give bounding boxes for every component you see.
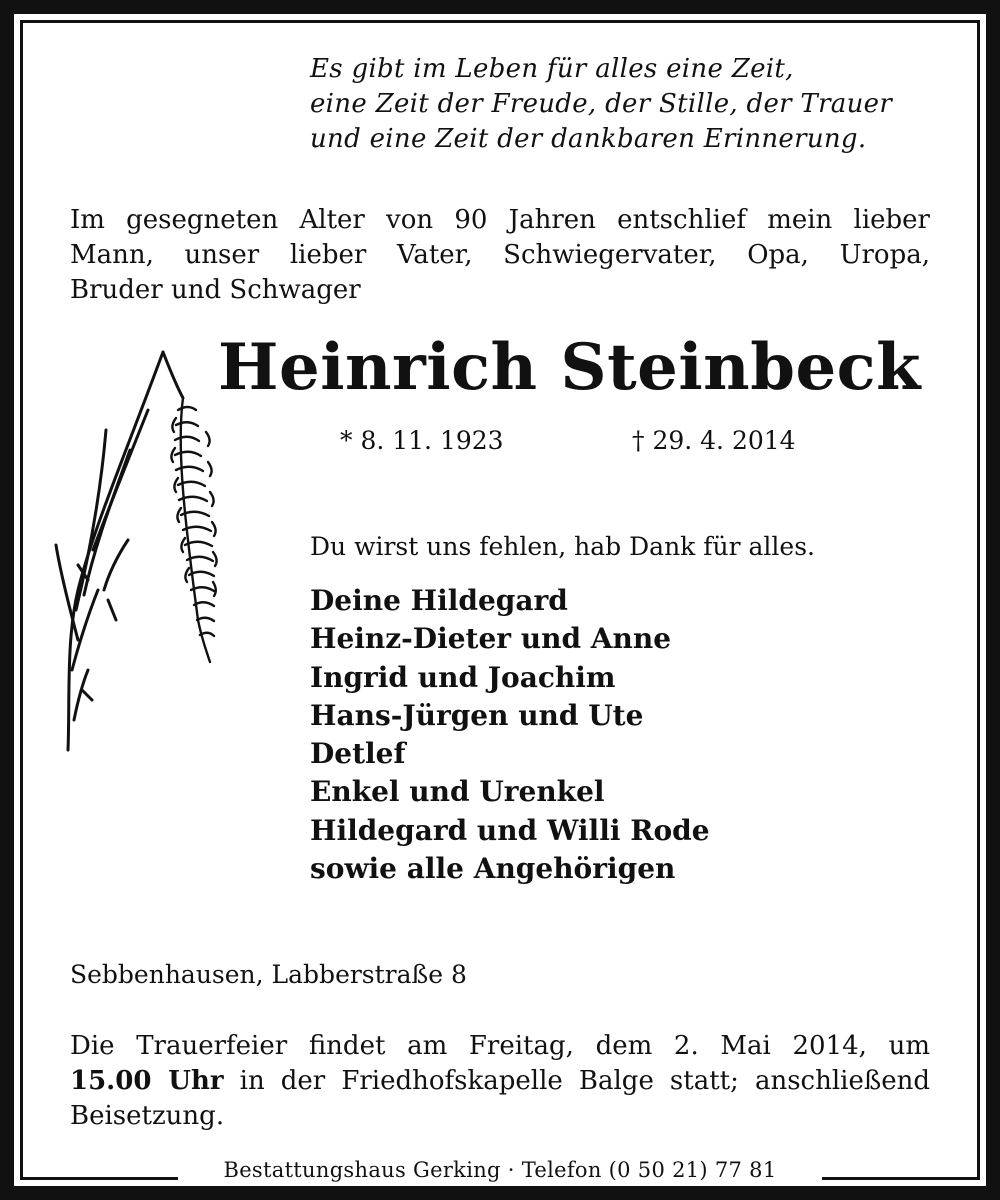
mourner-name: Hildegard und Willi Rode <box>310 813 710 847</box>
wheat-ear-icon <box>48 340 238 760</box>
funeral-info <box>70 1029 930 1134</box>
deceased-name: Heinrich Steinbeck <box>218 330 921 405</box>
intro-line: Im gesegneten Alter von 90 Jahren entschlief mein lieber <box>70 205 930 235</box>
thanks-line: Du wirst uns fehlen, hab Dank für alles. <box>310 532 815 561</box>
undertaker-footer: Bestattungshaus Gerking · Telefon (0 50 21) 77 81 <box>178 1155 822 1185</box>
funeral-location: in der Friedhofskapelle Balge statt; anschließend <box>223 1066 930 1096</box>
mourner-name: Deine Hildegard <box>310 584 568 617</box>
intro-line: Bruder und Schwager <box>70 275 361 305</box>
poem-line: und eine Zeit der dankbaren Erinnerung. <box>310 124 867 154</box>
funeral-time: 15.00 Uhr <box>70 1066 224 1096</box>
poem-line: eine Zeit der Freude, der Stille, der Trauer <box>310 89 893 119</box>
mourner-name: sowie alle Angehörigen <box>310 852 676 886</box>
poem-line: Es gibt im Leben für alles eine Zeit, <box>310 54 794 84</box>
intro-line: Mann, unser lieber Vater, Schwiegervater, Opa, Uropa, <box>70 240 930 270</box>
funeral-line <box>70 1064 930 1099</box>
funeral-line: Die Trauerfeier findet am Freitag, dem 2. Mai 2014, um <box>70 1031 930 1061</box>
intro-text <box>70 203 930 308</box>
mourner-name: Hans-Jürgen und Ute <box>310 698 644 732</box>
mourners-list <box>310 582 710 888</box>
mourner-name: Heinz-Dieter und Anne <box>310 622 672 656</box>
mourner-name: Enkel und Urenkel <box>310 775 605 809</box>
funeral-line: Beisetzung. <box>70 1101 225 1131</box>
death-date: † 29. 4. 2014 <box>632 426 796 455</box>
poem <box>310 52 950 157</box>
birth-date: * 8. 11. 1923 <box>340 426 504 455</box>
mourner-name: Ingrid und Joachim <box>310 660 616 694</box>
address: Sebbenhausen, Labberstraße 8 <box>70 960 467 989</box>
mourner-name: Detlef <box>310 737 406 771</box>
